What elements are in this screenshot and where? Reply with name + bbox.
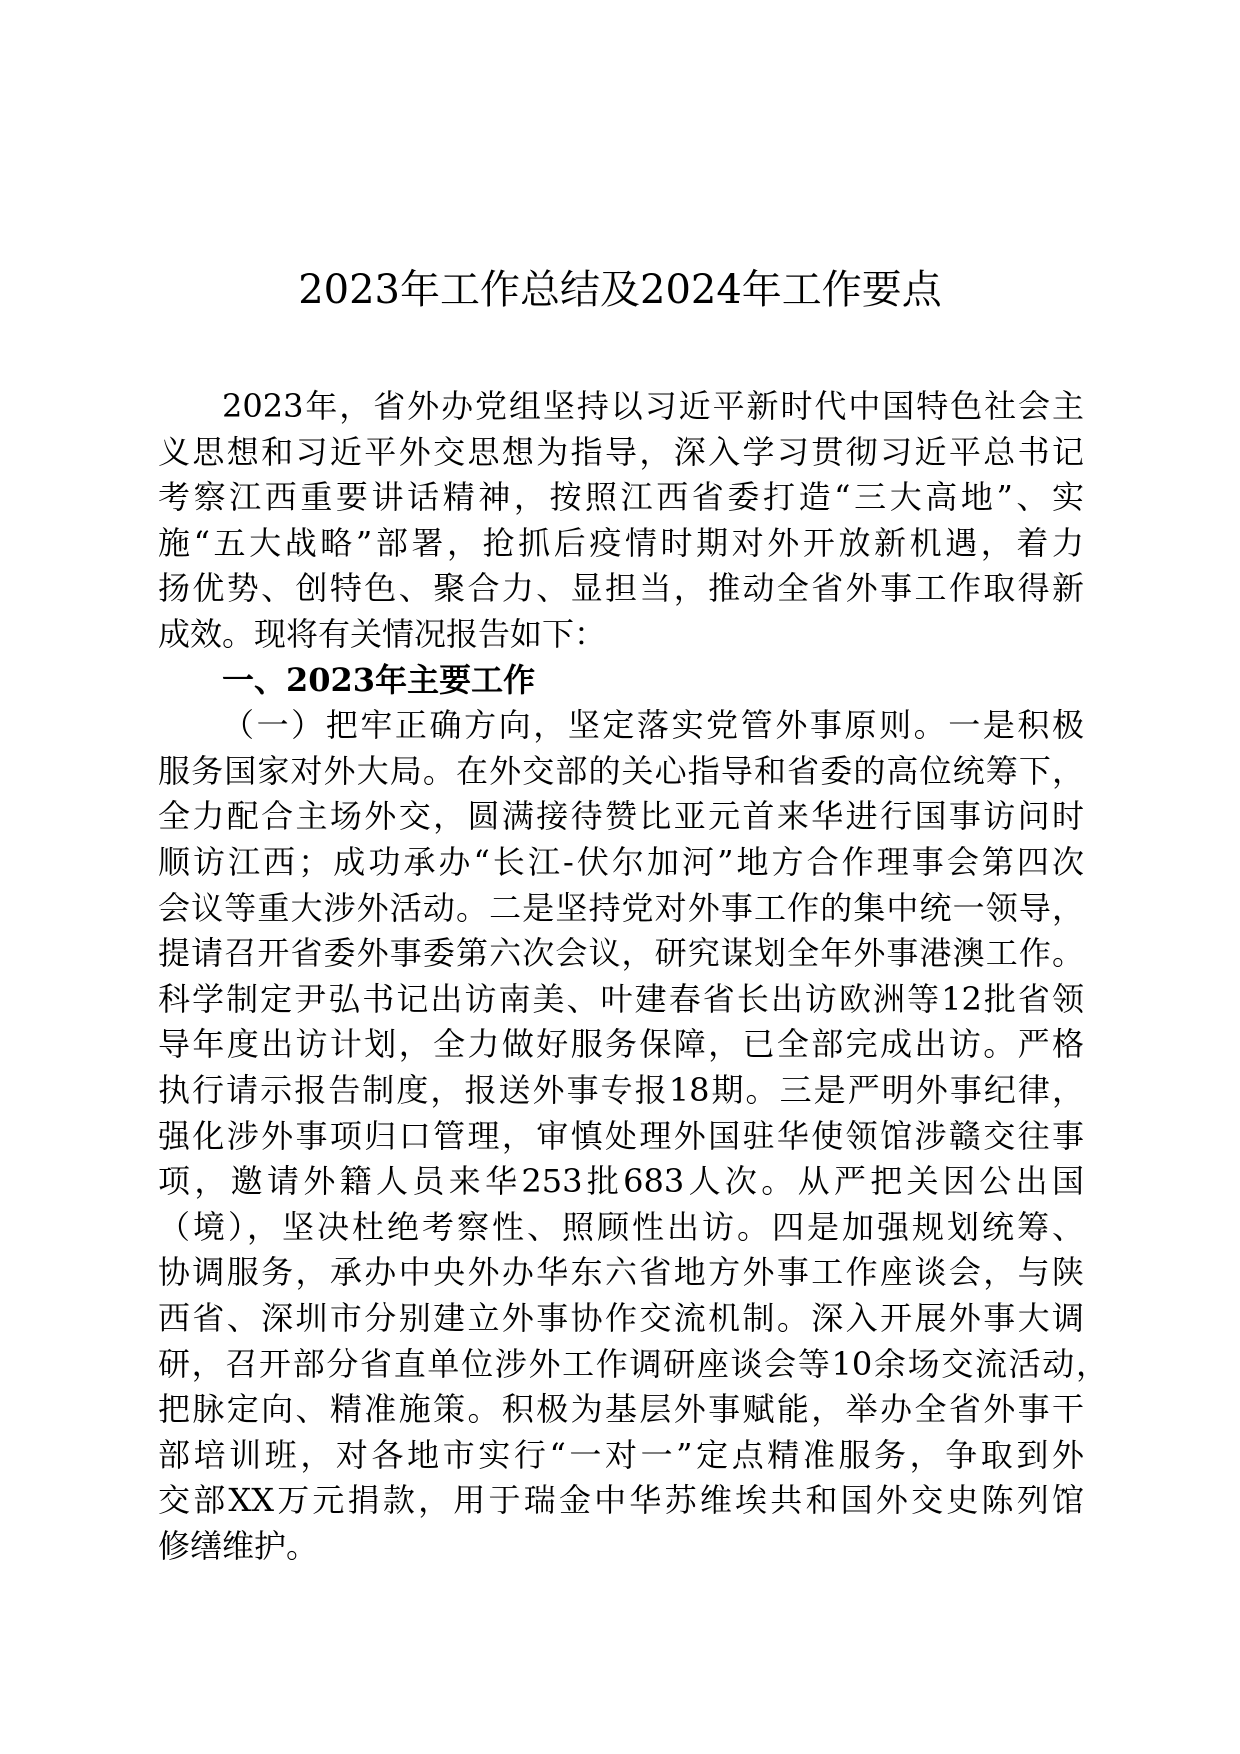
paragraph-line: 会议等重大涉外活动。二是坚持党对外事工作的集中统一领导， xyxy=(158,888,1084,927)
paragraph-line: 考察江西重要讲话精神，按照江西省委打造“三大高地”、实 xyxy=(158,478,1084,517)
paragraph-line: 修缮维护。 xyxy=(158,1527,319,1565)
paragraph-line: 项，邀请外籍人员来华253批683人次。从严把关因公出国 xyxy=(158,1162,1084,1201)
paragraph-line: 研，召开部分省直单位涉外工作调研座谈会等10余场交流活动， xyxy=(158,1344,1108,1383)
paragraph-line: 协调服务，承办中央外办华东六省地方外事工作座谈会，与陕 xyxy=(158,1253,1084,1292)
section-heading: 一、2023年主要工作 xyxy=(222,660,536,699)
paragraph-line: 部培训班，对各地市实行“一对一”定点精准服务，争取到外 xyxy=(158,1435,1084,1474)
paragraph-line: 把脉定向、精准施策。积极为基层外事赋能，举办全省外事干 xyxy=(158,1390,1084,1429)
paragraph-line: 成效。现将有关情况报告如下： xyxy=(158,615,607,653)
paragraph-line: 交部XX万元捐款，用于瑞金中华苏维埃共和国外交史陈列馆 xyxy=(158,1481,1084,1520)
paragraph-line: （境），坚决杜绝考察性、照顾性出访。四是加强规划统筹、 xyxy=(158,1207,1084,1246)
paragraph-line: 服务国家对外大局。在外交部的关心指导和省委的高位统筹下， xyxy=(158,751,1084,790)
paragraph-line: 顺访江西；成功承办“长江-伏尔加河”地方合作理事会第四次 xyxy=(158,843,1084,881)
paragraph-line: 科学制定尹弘书记出访南美、叶建春省长出访欧洲等12批省领 xyxy=(158,979,1084,1018)
paragraph-line: 义思想和习近平外交思想为指导，深入学习贯彻习近平总书记 xyxy=(158,432,1084,471)
document-title: 2023年工作总结及2024年工作要点 xyxy=(298,267,942,313)
paragraph-line: 强化涉外事项归口管理，审慎处理外国驻华使领馆涉赣交往事 xyxy=(158,1116,1084,1155)
paragraph-line: 导年度出访计划，全力做好服务保障，已全部完成出访。严格 xyxy=(158,1025,1084,1064)
paragraph-line: （一）把牢正确方向，坚定落实党管外事原则。一是积极 xyxy=(222,706,1084,745)
paragraph-line: 西省、深圳市分别建立外事协作交流机制。深入开展外事大调 xyxy=(158,1299,1084,1337)
paragraph-line: 执行请示报告制度，报送外事专报18期。三是严明外事纪律， xyxy=(158,1071,1084,1109)
paragraph-line: 提请召开省委外事委第六次会议，研究谋划全年外事港澳工作。 xyxy=(158,934,1084,973)
paragraph-line: 全力配合主场外交，圆满接待赞比亚元首来华进行国事访问时 xyxy=(158,797,1084,836)
paragraph-line: 施“五大战略”部署，抢抓后疫情时期对外开放新机遇，着力 xyxy=(158,523,1084,562)
paragraph-line: 2023年，省外办党组坚持以习近平新时代中国特色社会主 xyxy=(222,387,1084,425)
paragraph-line: 扬优势、创特色、聚合力、显担当，推动全省外事工作取得新 xyxy=(158,569,1084,608)
